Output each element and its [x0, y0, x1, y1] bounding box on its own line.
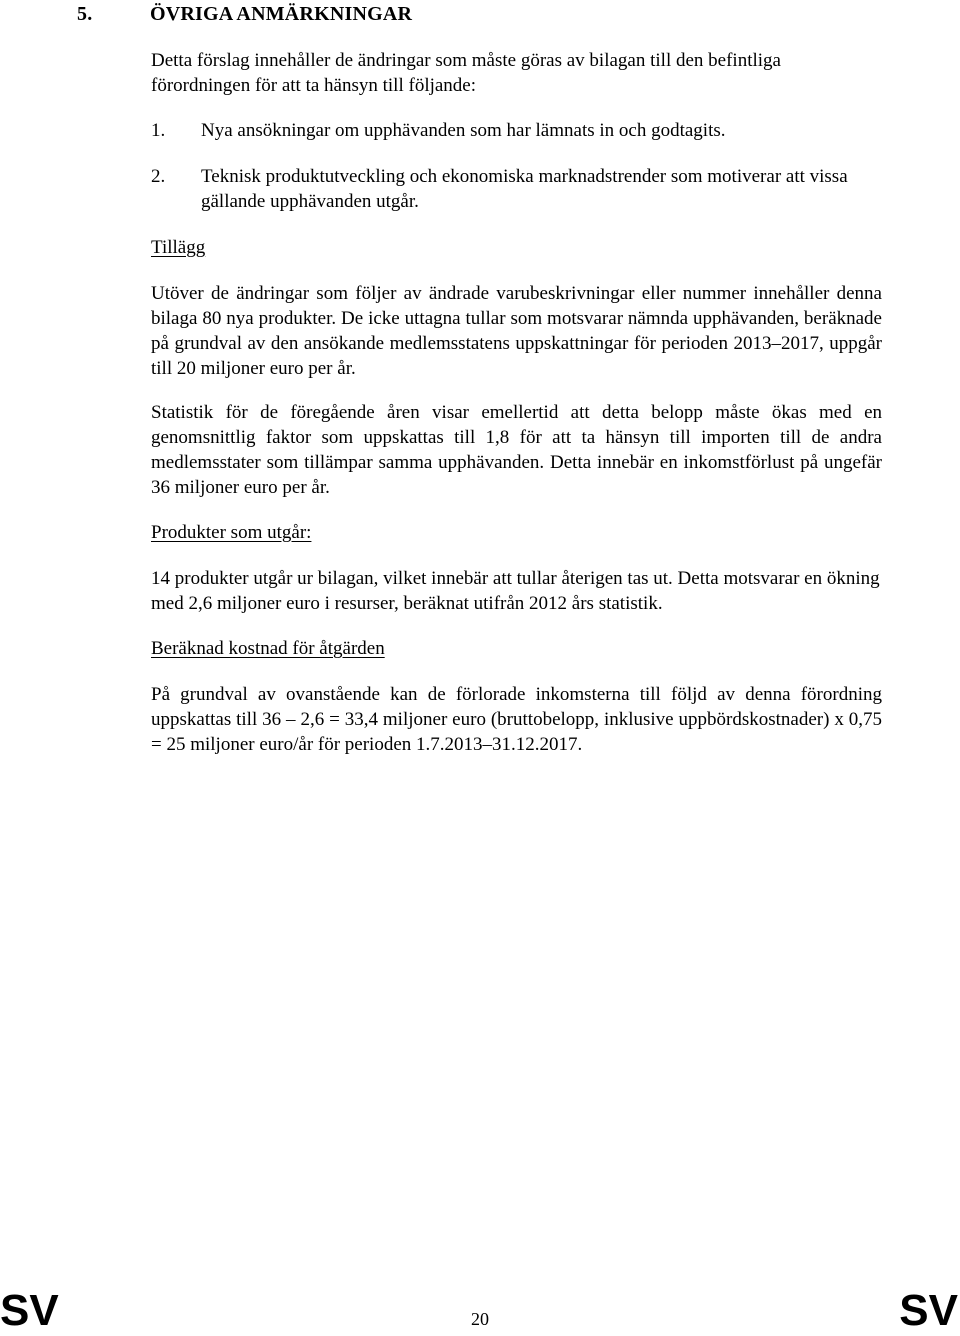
- list-item-text: Teknisk produktutveckling och ekonomiska marknadstrender som motiverar att vissa gällande upphävanden utgår.: [201, 166, 848, 212]
- intro-paragraph: Detta förslag innehåller de ändringar som måste göras av bilagan till den befintliga förordningen för att ta hänsyn till följande:: [151, 50, 781, 96]
- list-item: [151, 118, 882, 143]
- tillagg-paragraph-1: Utöver de ändringar som följer av ändrade varubeskrivningar eller nummer innehåller denna bilaga 80 nya produkter. De icke uttagna tullar som motsvarar nämnda upphävanden, beräknade på grundval av den ansökande medlemsstatens uppskattningar för perioden 2013–2017, uppgår till 20 miljoner euro per år.: [151, 283, 882, 379]
- section-title: ÖVRIGA ANMÄRKNINGAR: [150, 3, 413, 25]
- list-item-text: Nya ansökningar om upphävanden som har lämnats in och godtagits.: [201, 120, 726, 141]
- footer-language-left: SV: [0, 1286, 59, 1335]
- tillagg-paragraph-2: Statistik för de föregående åren visar emellertid att detta belopp måste ökas med en genomsnittlig faktor som uppskattas till 1,8 för att ta hänsyn till importen till de andra medlemsstater som tillämpar samma upphävanden. Detta innebär en inkomstförlust på ungefär 36 miljoner euro per år.: [151, 402, 882, 498]
- utgar-paragraph: 14 produkter utgår ur bilagan, vilket innebär att tullar återigen tas ut. Detta motsvarar en ökning med 2,6 miljoner euro i resurser, beräknat utifrån 2012 års statistik.: [151, 568, 880, 614]
- section-number: 5.: [77, 3, 93, 25]
- kostnad-heading-text: Beräknad kostnad för åtgärden: [151, 638, 385, 659]
- footer-language-right: SV: [899, 1286, 958, 1335]
- page-number: 20: [471, 1309, 489, 1329]
- list-marker: 2.: [151, 166, 166, 187]
- section-heading: [77, 2, 412, 27]
- kostnad-paragraph: På grundval av ovanstående kan de förlorade inkomsterna till följd av denna förordning uppskattas till 36 – 2,6 = 33,4 miljoner euro (bruttobelopp, inklusive uppbördskostnader) x 0,75 = 25 miljoner euro/år för perioden 1.7.2013–31.12.2017.: [151, 684, 882, 755]
- kostnad-heading: [151, 636, 882, 661]
- utgar-heading: [151, 520, 882, 545]
- tillagg-heading: [151, 235, 882, 260]
- utgar-heading-text: Produkter som utgår:: [151, 522, 312, 543]
- list-item: [151, 164, 882, 214]
- list-marker: 1.: [151, 120, 166, 141]
- tillagg-heading-text: Tillägg: [151, 237, 206, 258]
